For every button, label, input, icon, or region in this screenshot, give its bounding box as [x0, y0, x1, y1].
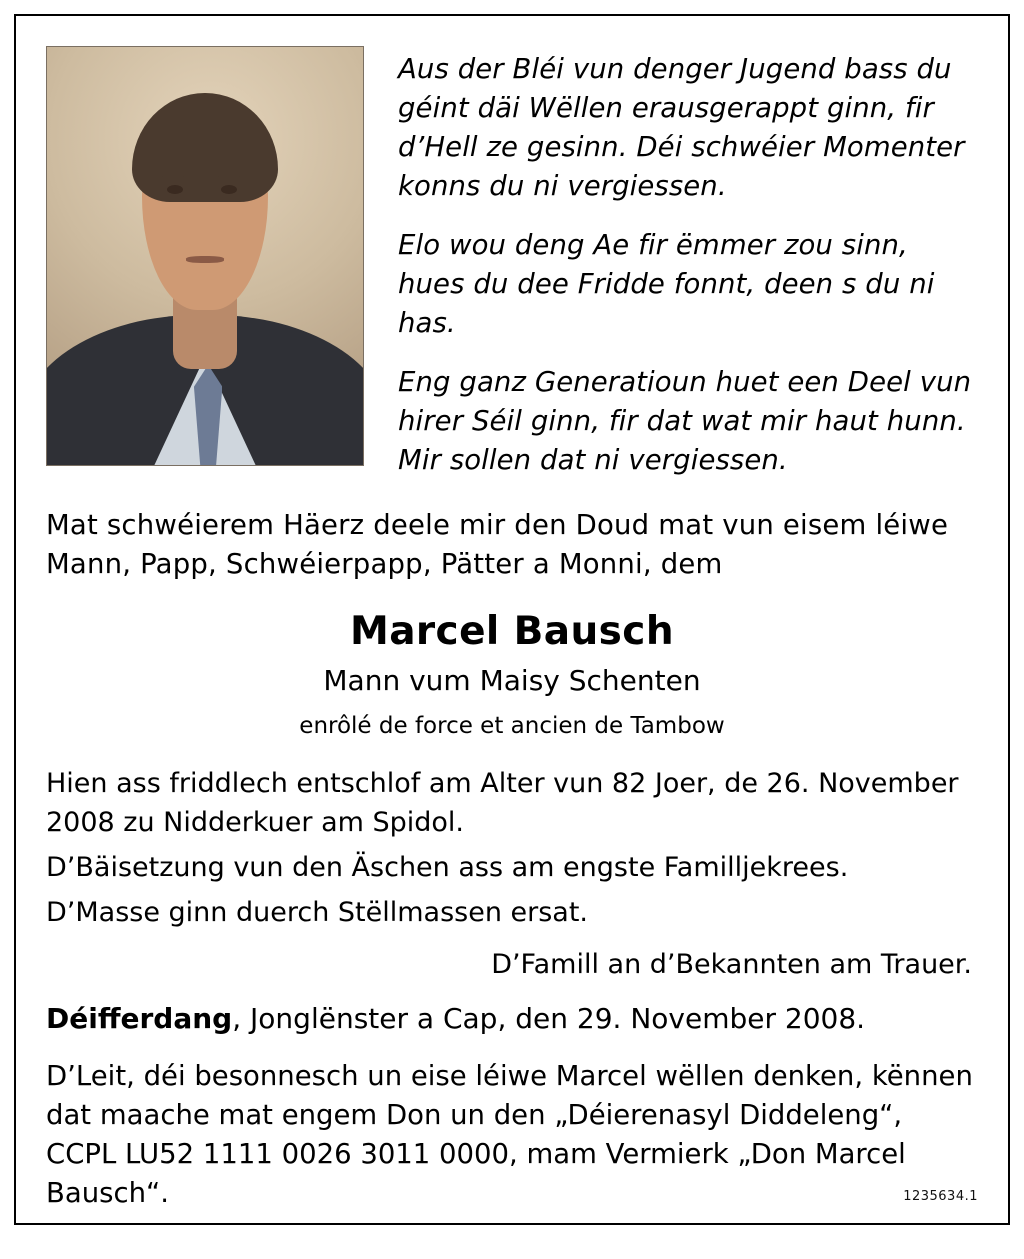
announcement-lead: Mat schwéierem Häerz deele mir den Doud mat vun eisem léiwe Mann, Papp, Schwéierpapp, Pätter a Monni, dem — [46, 509, 949, 580]
deceased-name: Marcel Bausch — [350, 609, 674, 655]
detail-line-1: Hien ass friddlech entschlof am Alter vun 82 Joer, de 26. November 2008 zu Nidderkuer am Spidol. — [46, 768, 959, 839]
honorific-subtitle: enrôlé de force et ancien de Tambow — [299, 713, 725, 740]
donation-note: D’Leit, déi besonnesch un eise léiwe Marcel wëllen denken, kënnen dat maache mat engem Don un den „Déierenasyl Diddeleng“, CCPL LU52 1111 0026 3011 0000, mam Vermierk „Don Marcel Bausch“. — [46, 1059, 973, 1210]
place-name: Déifferdang — [46, 1001, 233, 1035]
portrait-eye-right — [221, 185, 237, 194]
portrait-brow-left — [162, 172, 184, 178]
place-date-line — [46, 1002, 978, 1035]
portrait-brow-right — [218, 172, 240, 178]
verse-stanza-1: Aus der Bléi vun denger Jugend bass du géint däi Wëllen erausgerappt ginn, fir d’Hell ze gesinn. Déi schwéier Momenter konns du ni vergiessen. — [398, 53, 965, 203]
detail-line-3: D’Masse ginn duerch Stëllmassen ersat. — [46, 897, 589, 929]
notice-content — [46, 46, 978, 1210]
portrait-photo — [46, 46, 364, 466]
verse-stanza-2: Elo wou deng Ae fir ëmmer zou sinn, hues du dee Fridde fonnt, deen s du ni has. — [398, 229, 935, 340]
reference-number: 1235634.1 — [903, 1189, 978, 1204]
family-signature: D’Famill an d’Bekannten am Trauer. — [491, 948, 972, 980]
verse-stanza-3: Eng ganz Generatioun huet een Deel vun hirer Séil ginn, fir dat wat mir haut hunn. Mir sollen dat ni vergiessen. — [398, 366, 972, 477]
memorial-verse — [398, 46, 978, 480]
portrait-eye-left — [167, 185, 183, 194]
place-date-rest: , Jonglënster a Cap, den 29. November 2008. — [232, 1001, 866, 1035]
spouse-line: Mann vum Maisy Schenten — [323, 664, 701, 698]
portrait-mouth — [186, 256, 224, 263]
name-block — [46, 609, 978, 739]
detail-line-2: D’Bäisetzung vun den Äschen ass am engste Familljekrees. — [46, 852, 849, 884]
header-block — [46, 46, 978, 480]
details-block — [46, 765, 978, 933]
